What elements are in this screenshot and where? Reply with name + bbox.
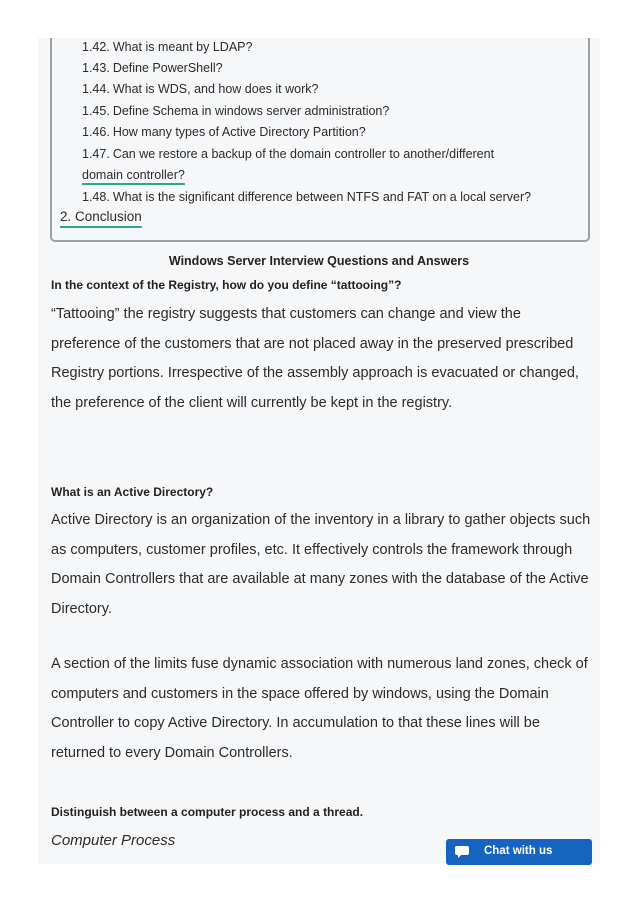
toc-item-label: Define PowerShell? xyxy=(112,61,223,75)
toc-item-number: 1.44. xyxy=(82,82,110,96)
page xyxy=(38,38,600,864)
toc-item-number: 1.43. xyxy=(82,61,110,75)
article-heading: Windows Server Interview Questions and Answers xyxy=(168,254,470,268)
question-heading: In the context of the Registry, how do you define “tattooing”? xyxy=(51,278,402,292)
toc-item[interactable] xyxy=(82,38,252,56)
subheading: Computer Process xyxy=(51,832,176,849)
toc-item-label: Can we restore a backup of the domain controller to another/different xyxy=(112,147,495,161)
toc-item[interactable] xyxy=(82,188,531,206)
toc-item-number: 1.42. xyxy=(82,40,110,54)
toc-item[interactable] xyxy=(82,80,318,98)
toc-item-number: 1.46. xyxy=(82,125,110,139)
toc-conclusion-link[interactable]: 2. Conclusion xyxy=(60,209,142,224)
toc-item[interactable] xyxy=(82,102,389,120)
answer-paragraph: Active Directory is an organization of the inventory in a library to gather objects such as computers, customer profiles, etc. It effectively controls the framework through Domain Controllers that are available at many zones with the database of the Active Directory. xyxy=(51,512,591,618)
chat-button-label: Chat with us xyxy=(484,845,553,857)
table-of-contents xyxy=(50,38,590,242)
answer-paragraph: “Tattooing” the registry suggests that customers can change and view the preference of the customers that are not placed away in the preserved prescribed Registry portions. Irrespective of the assembly approach is evacuated or changed, the preference of the client will currently be kept in the registry. xyxy=(51,306,579,412)
toc-item-number: 1.48. xyxy=(82,190,110,204)
toc-item-number: 1.47. xyxy=(82,147,110,161)
toc-item-label: How many types of Active Directory Partition? xyxy=(112,125,366,139)
answer-paragraph: A section of the limits fuse dynamic association with numerous land zones, check of computers and customers in the space offered by windows, using the Domain Controller to copy Active Directory. In accumulation to that these lines will be returned to every Domain Controllers. xyxy=(51,656,588,762)
chat-bubble-icon xyxy=(455,846,469,858)
toc-item-continuation-link[interactable] xyxy=(82,166,185,184)
chat-with-us-button[interactable] xyxy=(446,839,592,865)
toc-item-label: What is the significant difference between NTFS and FAT on a local server? xyxy=(112,190,532,204)
toc-item[interactable] xyxy=(82,123,366,141)
toc-item[interactable] xyxy=(82,59,223,77)
toc-item-label: What is WDS, and how does it work? xyxy=(112,82,319,96)
toc-item[interactable] xyxy=(82,145,494,163)
toc-item-label: Define Schema in windows server administration? xyxy=(112,104,390,118)
toc-item-number: 1.45. xyxy=(82,104,110,118)
toc-item-label: domain controller? xyxy=(82,168,185,182)
question-heading: Distinguish between a computer process and a thread. xyxy=(51,805,364,819)
toc-item-label: What is meant by LDAP? xyxy=(112,40,253,54)
question-heading: What is an Active Directory? xyxy=(51,485,214,499)
